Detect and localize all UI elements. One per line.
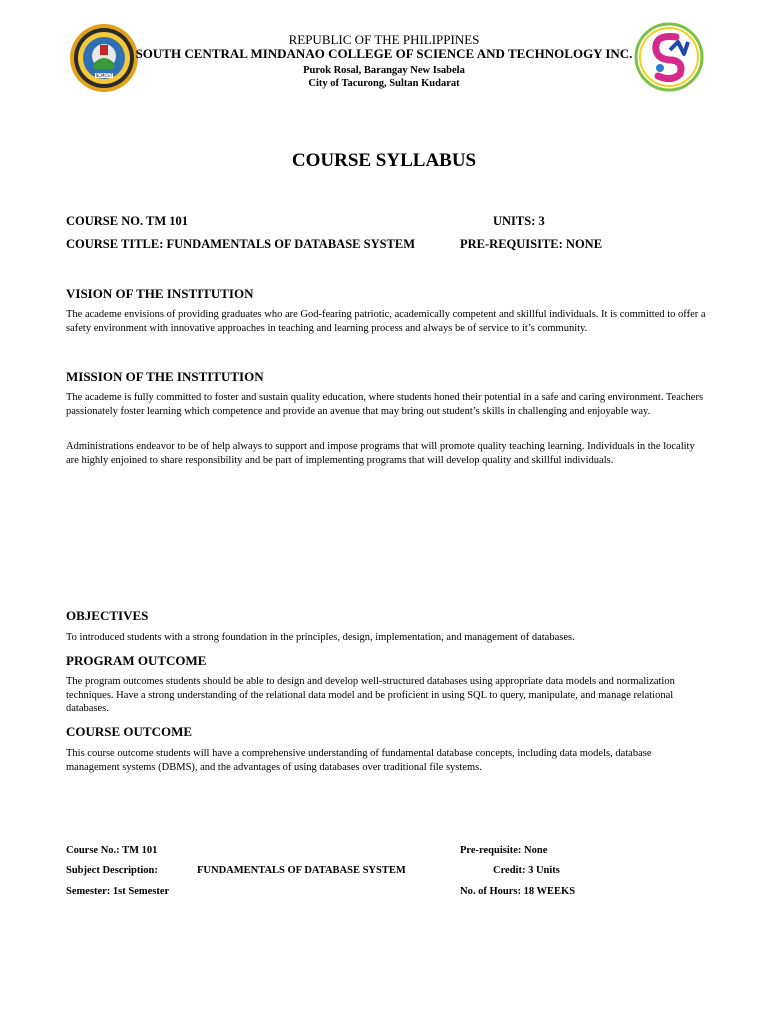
course-no-label: COURSE NO. TM 101 xyxy=(66,214,189,228)
objectives-heading: OBJECTIVES xyxy=(66,608,149,623)
mission-paragraph-2: Administrations endeavor to be of help always to support and impose programs that will promote quality teaching learning. Individuals in the locality are highly enjoined to share responsibility and be part of implementing programs that will develop quality and skillful individuals. xyxy=(66,441,695,466)
mission-paragraph-1: The academe is fully committed to foster and sustain quality education, where students honed their potential in a safe and caring environment. Teachers passionately foster learning which competence and provide an avenue that may bring out student’s skills in challenging and enjoyable way. xyxy=(66,392,704,417)
course-outcome-text: This course outcome students will have a comprehensive understanding of fundamental database concepts, including data models, database management systems (DBMS), and the advantages of using databases over traditional file systems. xyxy=(66,748,652,773)
vision-text: The academe envisions of providing graduates who are God-fearing patriotic, academically competent and skillful individuals. It is committed to offer a safety environment with innovative approaches in teaching and learning process and always be of service to it’s community. xyxy=(66,309,706,334)
vision-heading: VISION OF THE INSTITUTION xyxy=(66,286,254,301)
footer-subject-value: FUNDAMENTALS OF DATABASE SYSTEM xyxy=(197,865,406,876)
program-outcome-text: The program outcomes students should be able to design and develop well-structured databases using appropriate data models and normalization techniques. Have a strong understanding of the relational data model and be proficient in using SQL to query, manipulate, and manage relational databases. xyxy=(66,676,675,714)
college-name: SOUTH CENTRAL MINDANAO COLLEGE OF SCIENCE AND TECHNOLOGY INC. xyxy=(135,46,633,61)
footer-course-no: Course No.: TM 101 xyxy=(66,845,158,856)
address-line-2: City of Tacurong, Sultan Kudarat xyxy=(308,78,460,89)
footer-subject-label: Subject Description: xyxy=(66,865,158,876)
course-title-label: COURSE TITLE: FUNDAMENTALS OF DATABASE SYSTEM xyxy=(66,237,416,251)
footer-prerequisite: Pre-requisite: None xyxy=(460,845,548,856)
units-label: UNITS: 3 xyxy=(493,214,545,228)
republic-line: REPUBLIC OF THE PHILIPPINES xyxy=(288,32,480,47)
page-title: COURSE SYLLABUS xyxy=(291,150,477,171)
course-outcome-heading: COURSE OUTCOME xyxy=(66,724,193,739)
svg-text:SCMCST: SCMCST xyxy=(95,73,113,78)
mission-heading: MISSION OF THE INSTITUTION xyxy=(66,369,264,384)
program-outcome-heading: PROGRAM OUTCOME xyxy=(66,653,207,668)
objectives-text: To introduced students with a strong foundation in the principles, design, implementation, and management of databases. xyxy=(66,632,575,643)
footer-credit: Credit: 3 Units xyxy=(493,865,560,876)
prerequisite-label: PRE-REQUISITE: NONE xyxy=(460,237,603,251)
footer-semester: Semester: 1st Semester xyxy=(66,886,170,897)
address-line-1: Purok Rosal, Barangay New Isabela xyxy=(303,65,465,76)
footer-hours: No. of Hours: 18 WEEKS xyxy=(460,886,576,897)
